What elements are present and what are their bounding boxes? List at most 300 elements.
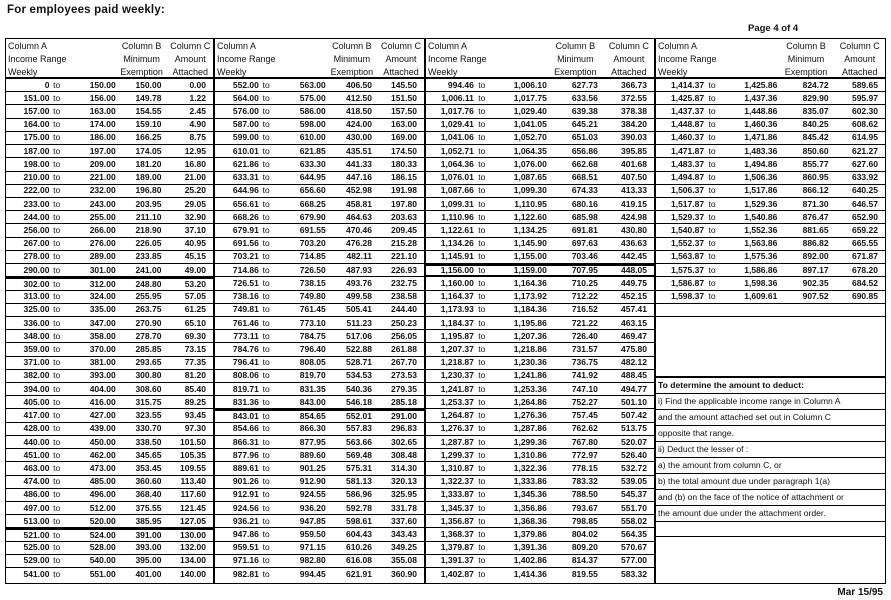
income-range-low: 348.00 bbox=[23, 330, 50, 341]
income-range-low: 959.51 bbox=[232, 542, 259, 553]
income-range-high: 1,099.30 bbox=[513, 185, 547, 196]
income-range-low: 359.00 bbox=[23, 343, 50, 354]
amount-attached: 449.75 bbox=[620, 277, 647, 288]
amount-attached: 180.33 bbox=[390, 158, 417, 169]
page-title: For employees paid weekly: bbox=[7, 4, 165, 16]
range-separator: to bbox=[53, 410, 61, 421]
income-range-high: 1,006.10 bbox=[513, 79, 547, 90]
minimum-exemption: 241.00 bbox=[135, 264, 162, 275]
range-separator: to bbox=[53, 225, 61, 236]
income-range-high: 866.30 bbox=[299, 423, 326, 434]
income-range-high: 347.00 bbox=[89, 317, 116, 328]
range-separator: to bbox=[478, 462, 486, 473]
income-range-high: 1,448.86 bbox=[744, 106, 778, 117]
income-range-low: 1,517.87 bbox=[670, 198, 705, 209]
amount-attached: 302.65 bbox=[390, 436, 417, 447]
notes-blank-row bbox=[656, 522, 885, 538]
table-row bbox=[426, 158, 654, 171]
minimum-exemption: 610.26 bbox=[346, 542, 372, 553]
income-range-low: 157.00 bbox=[23, 106, 50, 117]
column-a-title: Column A bbox=[8, 41, 48, 51]
table-row bbox=[215, 423, 424, 436]
income-range-high: 1,402.86 bbox=[513, 555, 547, 566]
table-row bbox=[6, 528, 213, 541]
amount-attached: 589.65 bbox=[851, 79, 878, 90]
table-row bbox=[6, 357, 213, 370]
table-row bbox=[426, 132, 654, 145]
range-separator: to bbox=[708, 238, 716, 249]
income-range-low: 1,218.87 bbox=[440, 357, 474, 368]
column-a-header bbox=[215, 40, 326, 77]
minimum-exemption: 285.85 bbox=[135, 343, 162, 354]
table-row bbox=[656, 277, 885, 290]
table-row bbox=[426, 568, 654, 581]
amount-attached: 558.02 bbox=[620, 515, 647, 526]
range-separator: to bbox=[478, 185, 486, 196]
minimum-exemption: 850.60 bbox=[802, 145, 829, 156]
minimum-exemption: 263.75 bbox=[135, 304, 162, 315]
column-a-sub2: Weekly bbox=[428, 67, 458, 77]
income-range-low: 1,552.37 bbox=[670, 238, 705, 249]
table-row bbox=[426, 330, 654, 343]
minimum-exemption: 517.06 bbox=[346, 330, 372, 341]
column-a-sub1: Income Range bbox=[428, 54, 487, 64]
income-range-high: 1,041.05 bbox=[513, 119, 547, 130]
amount-attached: 40.95 bbox=[184, 238, 206, 249]
table-row bbox=[426, 409, 654, 422]
amount-attached: 608.62 bbox=[851, 119, 878, 130]
range-separator: to bbox=[478, 542, 486, 553]
range-separator: to bbox=[262, 529, 270, 540]
rate-table-panel-2 bbox=[214, 38, 425, 584]
income-range-high: 1,529.36 bbox=[744, 198, 778, 209]
range-separator: to bbox=[708, 264, 716, 275]
amount-attached: 69.30 bbox=[184, 330, 206, 341]
income-range-low: 1,195.87 bbox=[440, 330, 474, 341]
table-row bbox=[215, 304, 424, 317]
amount-attached: 191.98 bbox=[390, 185, 417, 196]
column-c-title: Column C bbox=[608, 41, 649, 51]
table-row bbox=[6, 185, 213, 198]
amount-attached: 627.60 bbox=[851, 158, 878, 169]
minimum-exemption: 196.80 bbox=[135, 185, 162, 196]
income-range-low: 1,506.37 bbox=[670, 185, 705, 196]
range-separator: to bbox=[478, 529, 486, 540]
amount-attached: 221.10 bbox=[390, 251, 417, 262]
income-range-low: 1,087.66 bbox=[440, 185, 474, 196]
table-row bbox=[656, 238, 885, 251]
income-range-low: 1,563.87 bbox=[670, 251, 705, 262]
range-separator: to bbox=[262, 277, 270, 288]
minimum-exemption: 353.45 bbox=[135, 462, 162, 473]
minimum-exemption: 840.25 bbox=[802, 119, 829, 130]
column-c-sub2: Attached bbox=[611, 67, 647, 77]
minimum-exemption: 430.00 bbox=[346, 132, 372, 143]
table-row bbox=[6, 158, 213, 171]
minimum-exemption: 772.97 bbox=[571, 449, 598, 460]
minimum-exemption: 627.73 bbox=[571, 79, 598, 90]
income-range-high: 1,471.86 bbox=[744, 132, 778, 143]
amount-attached: 652.90 bbox=[851, 211, 878, 222]
amount-attached: 4.90 bbox=[189, 119, 206, 130]
income-range-low: 529.00 bbox=[23, 555, 50, 566]
minimum-exemption: 731.57 bbox=[571, 343, 598, 354]
amount-attached: 57.05 bbox=[184, 291, 206, 302]
minimum-exemption: 814.37 bbox=[571, 555, 598, 566]
column-c-sub2: Attached bbox=[842, 67, 878, 77]
income-range-low: 1,368.37 bbox=[440, 529, 474, 540]
income-range-low: 463.00 bbox=[23, 462, 50, 473]
table-row bbox=[215, 396, 424, 409]
table-row bbox=[215, 172, 424, 185]
income-range-high: 959.50 bbox=[299, 529, 326, 540]
column-a-sub1: Income Range bbox=[217, 54, 276, 64]
income-range-high: 255.00 bbox=[89, 211, 116, 222]
table-row bbox=[6, 132, 213, 145]
income-range-low: 1,241.87 bbox=[440, 383, 474, 394]
range-separator: to bbox=[53, 462, 61, 473]
income-range-low: 267.00 bbox=[23, 238, 50, 249]
income-range-high: 1,134.25 bbox=[513, 225, 547, 236]
table-row bbox=[426, 396, 654, 409]
income-range-low: 621.86 bbox=[232, 158, 259, 169]
revision-date: Mar 15/95 bbox=[837, 587, 883, 598]
minimum-exemption: 441.33 bbox=[346, 158, 372, 169]
income-range-high: 1,368.36 bbox=[513, 515, 547, 526]
table-row bbox=[426, 79, 654, 92]
table-row bbox=[6, 330, 213, 343]
minimum-exemption: 476.28 bbox=[346, 238, 372, 249]
amount-attached: 372.55 bbox=[620, 92, 647, 103]
amount-attached: 463.15 bbox=[620, 317, 647, 328]
income-range-low: 1,598.37 bbox=[670, 291, 705, 302]
table-row bbox=[6, 304, 213, 317]
income-range-low: 1,052.71 bbox=[440, 145, 474, 156]
minimum-exemption: 458.81 bbox=[346, 198, 372, 209]
amount-attached: 665.55 bbox=[851, 238, 878, 249]
note-line: i) Find the applicable income range in Column A bbox=[656, 394, 885, 410]
range-separator: to bbox=[262, 106, 270, 117]
income-range-high: 1,460.36 bbox=[744, 119, 778, 130]
amount-attached: 232.75 bbox=[390, 277, 417, 288]
table-row bbox=[215, 145, 424, 158]
table-row bbox=[656, 264, 885, 277]
minimum-exemption: 211.10 bbox=[135, 211, 162, 222]
amount-attached: 132.00 bbox=[179, 542, 206, 553]
income-range-high: 854.65 bbox=[299, 411, 326, 422]
minimum-exemption: 418.50 bbox=[346, 106, 372, 117]
income-range-high: 358.00 bbox=[89, 330, 116, 341]
range-separator: to bbox=[708, 79, 716, 90]
table-row bbox=[6, 224, 213, 237]
range-separator: to bbox=[262, 357, 270, 368]
income-range-low: 222.00 bbox=[23, 185, 50, 196]
amount-attached: 109.55 bbox=[179, 462, 206, 473]
table-row bbox=[215, 370, 424, 383]
amount-attached: 61.25 bbox=[184, 304, 206, 315]
income-range-low: 256.00 bbox=[23, 225, 50, 236]
income-range-low: 405.00 bbox=[23, 396, 50, 407]
empty-table-row bbox=[656, 304, 885, 317]
amount-attached: 513.75 bbox=[620, 423, 647, 434]
income-range-low: 714.86 bbox=[232, 264, 259, 275]
range-separator: to bbox=[708, 106, 716, 117]
table-row bbox=[215, 489, 424, 502]
amount-attached: 595.97 bbox=[851, 92, 878, 103]
range-separator: to bbox=[478, 79, 486, 90]
minimum-exemption: 338.50 bbox=[135, 436, 162, 447]
range-separator: to bbox=[53, 489, 61, 500]
range-separator: to bbox=[53, 291, 61, 302]
income-range-high: 324.00 bbox=[89, 291, 116, 302]
range-separator: to bbox=[478, 304, 486, 315]
amount-attached: 8.75 bbox=[189, 132, 206, 143]
range-separator: to bbox=[262, 211, 270, 222]
range-separator: to bbox=[478, 317, 486, 328]
income-range-high: 1,517.86 bbox=[744, 185, 778, 196]
table-row bbox=[656, 211, 885, 224]
range-separator: to bbox=[262, 449, 270, 460]
income-range-high: 243.00 bbox=[89, 198, 116, 209]
income-range-low: 784.76 bbox=[232, 343, 259, 354]
amount-attached: 127.05 bbox=[179, 515, 206, 526]
income-range-low: 244.00 bbox=[23, 211, 50, 222]
amount-attached: 583.32 bbox=[620, 569, 647, 580]
amount-attached: 475.80 bbox=[620, 343, 647, 354]
rate-tables-container bbox=[5, 38, 886, 584]
income-range-high: 209.00 bbox=[89, 158, 116, 169]
column-b-sub2: Exemption bbox=[120, 67, 163, 77]
income-range-low: 1,540.87 bbox=[670, 225, 705, 236]
minimum-exemption: 181.20 bbox=[135, 158, 162, 169]
column-a-header bbox=[656, 40, 777, 77]
note-line: and (b) on the face of the notice of attachment or bbox=[656, 490, 885, 506]
amount-attached: 401.68 bbox=[620, 158, 647, 169]
amount-attached: 436.63 bbox=[620, 238, 647, 249]
range-separator: to bbox=[262, 383, 270, 394]
table-row bbox=[6, 238, 213, 251]
amount-attached: 314.30 bbox=[390, 462, 417, 473]
range-separator: to bbox=[478, 265, 486, 276]
income-range-low: 994.46 bbox=[447, 79, 474, 90]
income-range-high: 1,299.36 bbox=[513, 436, 547, 447]
minimum-exemption: 218.90 bbox=[135, 225, 162, 236]
amount-attached: 621.27 bbox=[851, 145, 878, 156]
income-range-high: 150.00 bbox=[89, 79, 116, 90]
column-c-sub1: Amount bbox=[844, 54, 876, 64]
income-range-low: 889.61 bbox=[232, 462, 259, 473]
table-row bbox=[6, 145, 213, 158]
table-row bbox=[215, 158, 424, 171]
minimum-exemption: 741.92 bbox=[571, 370, 598, 381]
column-b-title: Column B bbox=[332, 41, 372, 51]
income-range-high: 221.00 bbox=[89, 172, 116, 183]
table-row bbox=[6, 462, 213, 475]
minimum-exemption: 203.95 bbox=[135, 198, 162, 209]
income-range-low: 325.00 bbox=[23, 304, 50, 315]
range-separator: to bbox=[53, 330, 61, 341]
income-range-low: 1,134.26 bbox=[440, 238, 474, 249]
income-range-low: 599.00 bbox=[232, 132, 259, 143]
income-range-high: 1,540.86 bbox=[744, 211, 778, 222]
income-range-high: 524.00 bbox=[89, 530, 116, 541]
range-separator: to bbox=[478, 555, 486, 566]
range-separator: to bbox=[708, 158, 716, 169]
income-range-high: 174.00 bbox=[89, 119, 116, 130]
minimum-exemption: 604.43 bbox=[346, 529, 372, 540]
income-range-high: 1,494.86 bbox=[744, 158, 778, 169]
table-row bbox=[426, 92, 654, 105]
amount-attached: 646.57 bbox=[851, 198, 878, 209]
column-c-sub2: Attached bbox=[383, 67, 419, 77]
table-row bbox=[426, 211, 654, 224]
income-range-high: 1,322.36 bbox=[513, 462, 547, 473]
table-row bbox=[215, 383, 424, 396]
minimum-exemption: 752.27 bbox=[571, 396, 598, 407]
minimum-exemption: 662.68 bbox=[571, 158, 598, 169]
amount-attached: 273.53 bbox=[390, 370, 417, 381]
column-c-title: Column C bbox=[170, 41, 211, 51]
income-range-high: 1,425.86 bbox=[744, 79, 778, 90]
range-separator: to bbox=[262, 476, 270, 487]
table-row bbox=[426, 489, 654, 502]
income-range-high: 738.15 bbox=[299, 277, 326, 288]
income-range-high: 1,017.75 bbox=[513, 92, 547, 103]
amount-attached: 366.73 bbox=[620, 79, 647, 90]
table-row bbox=[215, 238, 424, 251]
minimum-exemption: 621.91 bbox=[346, 569, 372, 580]
amount-attached: 29.05 bbox=[184, 198, 206, 209]
table-row bbox=[656, 158, 885, 171]
income-range-low: 936.21 bbox=[232, 515, 259, 526]
amount-attached: 384.20 bbox=[620, 119, 647, 130]
income-range-high: 796.40 bbox=[299, 343, 326, 354]
income-range-high: 186.00 bbox=[89, 132, 116, 143]
column-c-sub1: Amount bbox=[385, 54, 417, 64]
table-row bbox=[6, 119, 213, 132]
table-row bbox=[6, 105, 213, 118]
amount-attached: 308.48 bbox=[390, 449, 417, 460]
minimum-exemption: 557.83 bbox=[346, 423, 372, 434]
minimum-exemption: 395.00 bbox=[135, 555, 162, 566]
income-range-high: 404.00 bbox=[89, 383, 116, 394]
range-separator: to bbox=[262, 542, 270, 553]
income-range-high: 1,145.90 bbox=[513, 238, 547, 249]
table-row bbox=[6, 172, 213, 185]
income-range-high: 1,253.36 bbox=[513, 383, 547, 394]
column-a-header bbox=[426, 40, 547, 77]
table-row bbox=[215, 436, 424, 449]
income-range-low: 1,586.87 bbox=[670, 277, 705, 288]
table-row bbox=[426, 502, 654, 515]
income-range-high: 462.00 bbox=[89, 449, 116, 460]
amount-attached: 89.25 bbox=[184, 396, 206, 407]
income-range-high: 598.00 bbox=[299, 119, 326, 130]
range-separator: to bbox=[708, 172, 716, 183]
amount-attached: 105.35 bbox=[179, 449, 206, 460]
table-row bbox=[656, 291, 885, 304]
amount-attached: 331.78 bbox=[390, 502, 417, 513]
range-separator: to bbox=[478, 410, 486, 421]
income-range-low: 576.00 bbox=[232, 106, 259, 117]
amount-attached: 671.87 bbox=[851, 251, 878, 262]
amount-attached: 256.05 bbox=[390, 330, 417, 341]
column-c-header bbox=[167, 40, 213, 77]
income-range-high: 668.25 bbox=[299, 198, 326, 209]
income-range-low: 971.16 bbox=[232, 555, 259, 566]
range-separator: to bbox=[53, 476, 61, 487]
range-separator: to bbox=[53, 542, 61, 553]
range-separator: to bbox=[262, 515, 270, 526]
minimum-exemption: 435.51 bbox=[346, 145, 372, 156]
amount-attached: 349.25 bbox=[390, 542, 417, 553]
income-range-high: 831.35 bbox=[299, 383, 326, 394]
minimum-exemption: 452.98 bbox=[346, 185, 372, 196]
column-c-title: Column C bbox=[839, 41, 880, 51]
income-range-low: 1,164.37 bbox=[440, 291, 474, 302]
income-range-low: 679.91 bbox=[232, 225, 259, 236]
range-separator: to bbox=[53, 278, 61, 289]
table-row bbox=[6, 555, 213, 568]
income-range-low: 866.31 bbox=[232, 436, 259, 447]
income-range-low: 924.56 bbox=[232, 502, 259, 513]
table-row bbox=[6, 79, 213, 92]
range-separator: to bbox=[478, 172, 486, 183]
table-row bbox=[656, 105, 885, 118]
income-range-low: 1,425.87 bbox=[670, 92, 705, 103]
range-separator: to bbox=[478, 370, 486, 381]
income-range-low: 1,064.36 bbox=[440, 158, 474, 169]
income-range-low: 877.96 bbox=[232, 449, 259, 460]
table-row bbox=[6, 476, 213, 489]
minimum-exemption: 845.42 bbox=[802, 132, 829, 143]
amount-attached: 577.00 bbox=[620, 555, 647, 566]
income-range-high: 232.00 bbox=[89, 185, 116, 196]
table-row bbox=[426, 105, 654, 118]
income-range-high: 726.50 bbox=[299, 264, 326, 275]
amount-attached: 378.38 bbox=[620, 106, 647, 117]
column-a-sub2: Weekly bbox=[658, 67, 688, 77]
income-range-high: 877.95 bbox=[299, 436, 326, 447]
minimum-exemption: 656.86 bbox=[571, 145, 598, 156]
income-range-low: 1,145.91 bbox=[440, 251, 474, 262]
amount-attached: 121.45 bbox=[179, 502, 206, 513]
income-range-low: 761.46 bbox=[232, 317, 259, 328]
amount-attached: 320.13 bbox=[390, 476, 417, 487]
income-range-low: 1,110.96 bbox=[441, 211, 474, 222]
range-separator: to bbox=[478, 225, 486, 236]
table-row bbox=[215, 119, 424, 132]
range-separator: to bbox=[53, 304, 61, 315]
income-range-high: 1,563.86 bbox=[744, 238, 778, 249]
empty-table-row bbox=[656, 317, 885, 330]
income-range-high: 1,230.36 bbox=[513, 357, 547, 368]
table-row bbox=[656, 132, 885, 145]
amount-attached: 690.85 bbox=[851, 291, 878, 302]
income-range-high: 971.15 bbox=[299, 542, 326, 553]
table-row bbox=[426, 383, 654, 396]
table-row bbox=[215, 224, 424, 237]
column-c-sub1: Amount bbox=[174, 54, 206, 64]
amount-attached: 203.63 bbox=[390, 211, 417, 222]
income-range-high: 1,483.36 bbox=[744, 145, 778, 156]
minimum-exemption: 871.30 bbox=[802, 198, 829, 209]
amount-attached: 291.00 bbox=[390, 411, 417, 422]
note-line: ii) Deduct the lesser of : bbox=[656, 442, 885, 458]
amount-attached: 640.25 bbox=[851, 185, 878, 196]
range-separator: to bbox=[53, 449, 61, 460]
income-range-high: 1,218.86 bbox=[513, 343, 547, 354]
